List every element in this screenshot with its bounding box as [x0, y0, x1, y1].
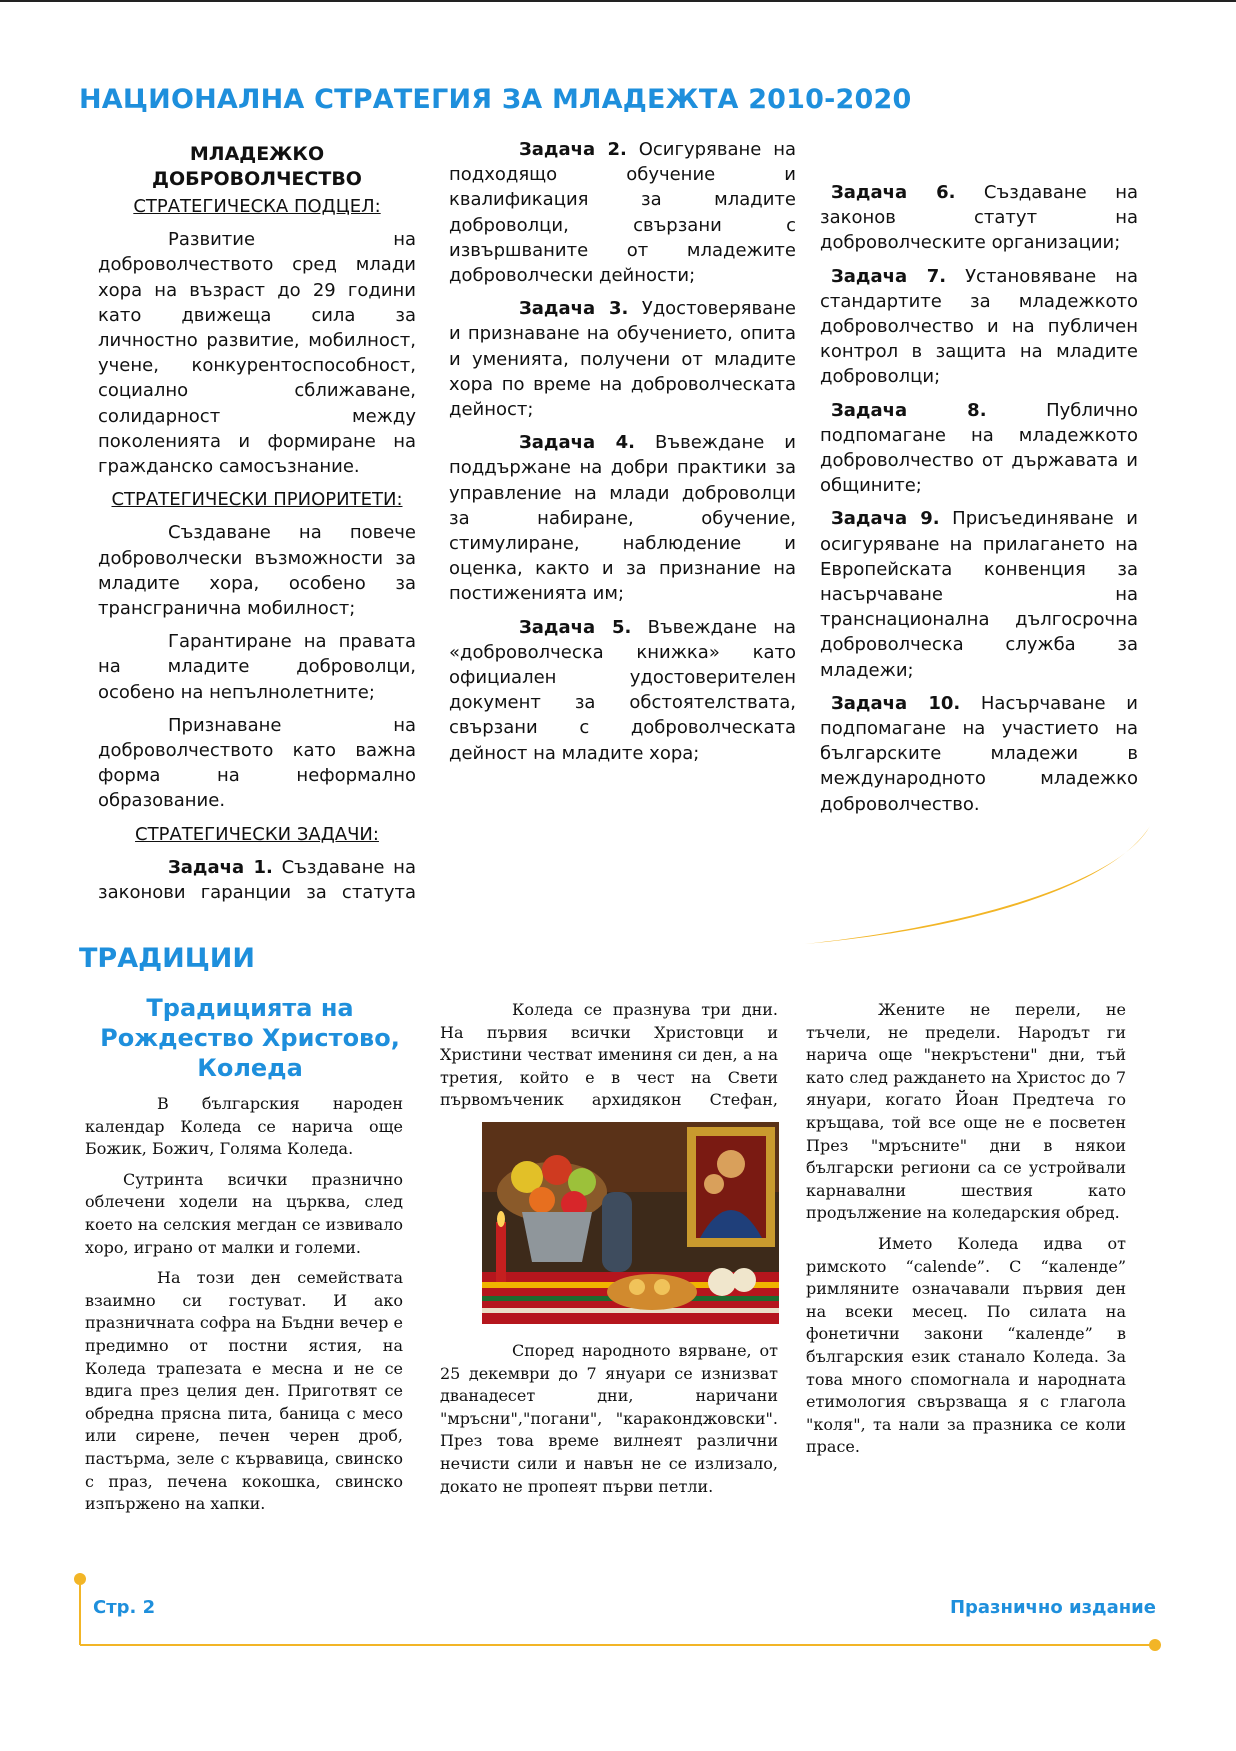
christmas-table-image — [482, 1122, 779, 1324]
priority-item: Създаване на повече доброволчески възможности за младите хора, особено за трансгранична мобилност; — [98, 522, 416, 620]
publication-title: Празнично издание — [949, 1597, 1156, 1618]
task-item: Задача 5. Въвеждане на «доброволческа книжка» като официален удостоверителен документ за обстоятелствата, свързани с доброволческата дейност на младите хора; — [449, 616, 796, 764]
traditions-subtitle: Традицията на Рождество Христово, Коледа — [100, 994, 400, 1082]
tasks-heading: СТРАТЕГИЧЕСКИ ЗАДАЧИ: — [135, 823, 379, 845]
traditions-column-3 — [806, 999, 1126, 1467]
gold-swoosh — [805, 826, 1150, 944]
task-item: Задача 8. Публично подпомагане на младежкото доброволчество от държавата и общините; — [820, 399, 1138, 497]
priority-item: Гарантиране на правата на младите доброволци, особено на непълнолетните; — [98, 631, 416, 703]
tradition-paragraph: Името Коледа идва от римското “calende”. С “календе” римляните означавали първия ден на всеки месец. По силата на фонетични закони “календе” в българския език станало Коледа. За това много спомогнала и народната етимология свързваща я с глагола "коля", та нали за празника се коли прасе. — [806, 1233, 1126, 1457]
priorities-heading: СТРАТЕГИЧЕСКИ ПРИОРИТЕТИ: — [111, 489, 403, 511]
task-item: Задача 2. Осигуряване на подходящо обучение и квалификация за младите доброволци, свързани с извършваните от младежите доброволчески дейности; — [449, 139, 796, 287]
page-number: Стр. 2 — [93, 1597, 156, 1618]
task-item: Задача 6. Създаване на законов статут на доброволческите организации; — [820, 182, 1138, 254]
tradition-paragraph: Сутринта всички празнично облечени ходели на църква, след което на селския мегдан се извивало хоро, играно от малки и големи. — [85, 1169, 403, 1257]
traditions-heading: ТРАДИЦИИ — [79, 943, 255, 974]
tradition-paragraph: Жените не перели, не тъчели, не предели. Народът ги нарича още "некръстени" дни, тъй като след раждането на Христос до 7 януари, когато Йоан Предтеча го кръщава, той все още не е посветен През "мръсните" дни в някои български региони са се устройвали карнавални шествия като продължение на коледарския обред. — [806, 1000, 1126, 1223]
tradition-paragraph: Според народното вярване, от 25 декември до 7 януари се изнизват дванадесет дни, наричани "мръсни","погани", "караконджовски". През това време вилнеят различни нечисти сили и навън не се излизало, докато не пропеят първи петли. — [440, 1341, 778, 1496]
subgoal-text: Развитие на доброволчеството сред млади хора на възраст до 29 години като движеща сила за личностно развитие, мобилност, учене, конкурентоспособност, социално сближаване, солидарност между поколенията и формиране на гражданско самосъзнание. — [98, 229, 416, 478]
tradition-paragraph: В българския народен календар Коледа се нарича още Божик, Божич, Голяма Коледа. — [85, 1094, 403, 1159]
volunteer-column-2 — [449, 137, 796, 774]
footer-dot-right — [1149, 1639, 1161, 1651]
task-item: Задача 10. Насърчаване и подпомагане на участието на българските младежи в международното младежко доброволчество. — [820, 692, 1138, 815]
task-item: Задача 1. Създаване на законови гаранции за статута — [98, 856, 416, 904]
tradition-paragraph: На този ден семействата взаимно си гостуват. И ако празничната софра на Бъдни вечер е предимно от постни ястия, на Коледа трапезата е месна и не се вдига през целия ден. Приготвят се обредна прясна пита, баница с месо или сирене, печен черен дроб, пастърма, зеле с кървавица, свинско с праз, печена кокошка, свинско изпържено на хапки. — [85, 1268, 403, 1514]
volunteer-column-3 — [820, 180, 1138, 825]
priority-item: Признаване на доброволчеството като важна форма на неформално образование. — [98, 714, 416, 812]
tradition-paragraph: Коледа се празнува три дни. На първия всички Христовци и Христини честват имениня си ден, а на третия, който е в чест на Свети първомъченик архидякон Стефан, — [440, 1000, 778, 1110]
traditions-column-2 — [440, 999, 778, 1111]
task-item: Задача 7. Установяване на стандартите за младежкото доброволчество и на публичен контрол в защита на младите доброволци; — [820, 265, 1138, 388]
traditions-column-1 — [85, 1093, 403, 1524]
christmas-table-illustration — [482, 1122, 779, 1324]
footer-dot-left — [74, 1573, 86, 1585]
subgoal-heading: СТРАТЕГИЧЕСКА ПОДЦЕЛ: — [133, 196, 381, 217]
traditions-column-2b — [440, 1340, 778, 1506]
task-item: Задача 9. Присъединяване и осигуряване на прилагането на Европейската конвенция за насърчаване на транснационална дългосрочна доброволческа служба за младежи; — [820, 508, 1138, 681]
volunteer-column-1 — [98, 142, 416, 913]
page-title: НАЦИОНАЛНА СТРАТЕГИЯ ЗА МЛАДЕЖТА 2010-2020 — [79, 84, 912, 115]
section-title: МЛАДЕЖКО ДОБРОВОЛЧЕСТВО — [152, 143, 362, 190]
task-item: Задача 4. Въвеждане и поддържане на добри практики за управление на млади доброволци за набиране, обучение, стимулиране, наблюдение и оценка, както и за признание на постиженията им; — [449, 432, 796, 605]
task-item: Задача 3. Удостоверяване и признаване на обучението, опита и уменията, получени от младите хора по време на доброволческата дейност; — [449, 298, 796, 421]
